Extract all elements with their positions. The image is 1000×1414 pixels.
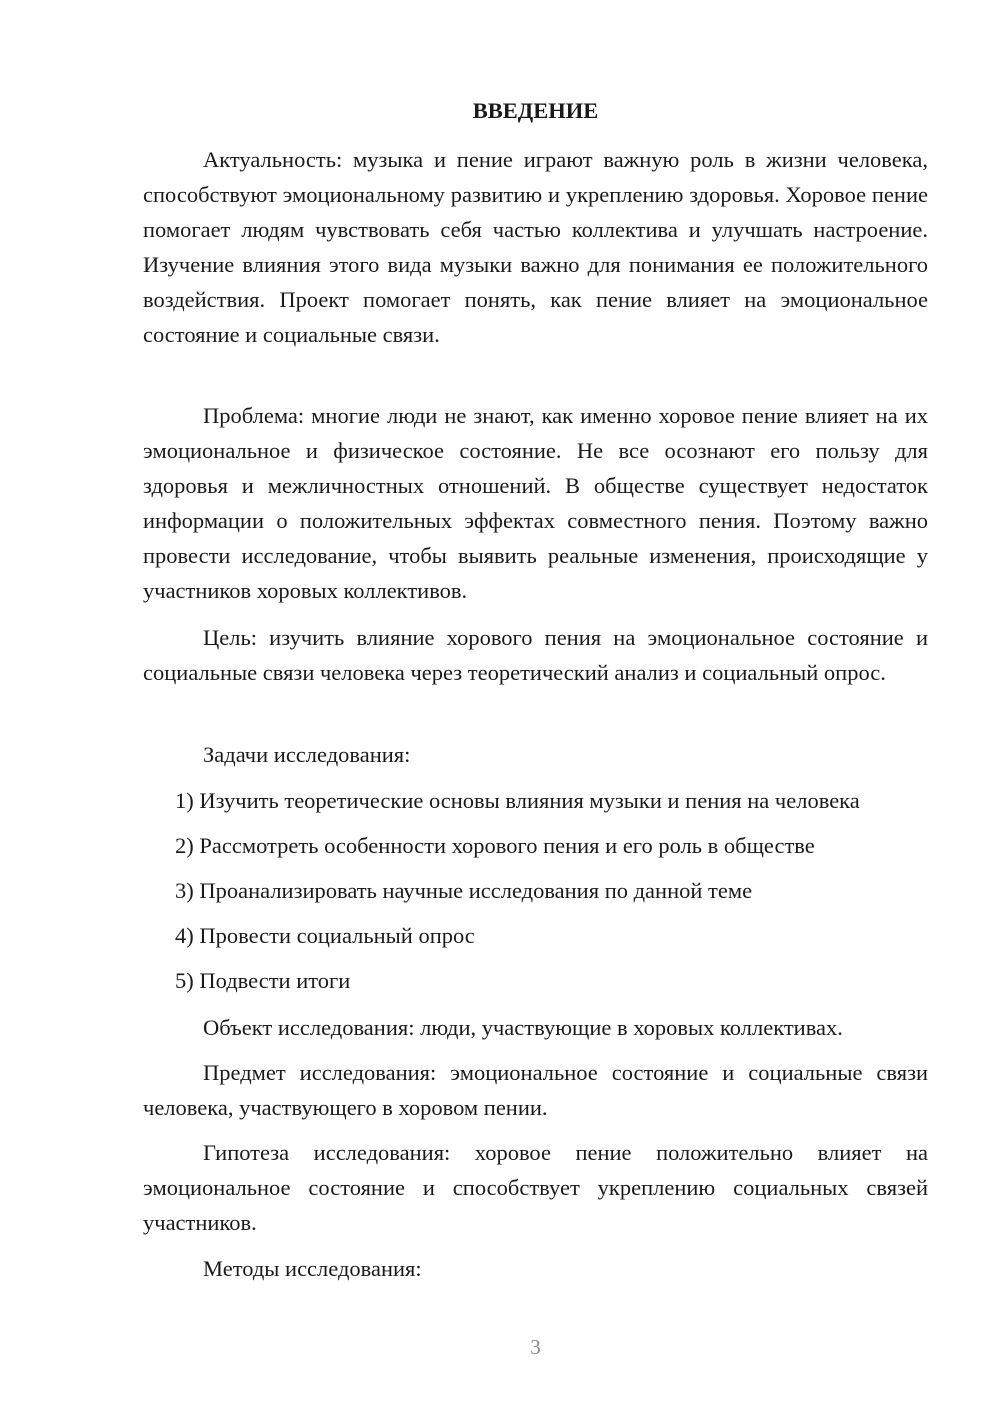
task-item-4: 4) Провести социальный опрос bbox=[175, 923, 475, 948]
task-item-2: 2) Рассмотреть особенности хорового пения и его роль в обществе bbox=[175, 833, 815, 858]
paragraph-goal: Цель: изучить влияние хорового пения на эмоциональное состояние и социальные связи человека через теоретический анализ и социальный опрос. bbox=[143, 625, 928, 685]
paragraph-object: Объект исследования: люди, участвующие в хоровых коллективах. bbox=[203, 1015, 843, 1040]
page-number: 3 bbox=[530, 1335, 541, 1359]
tasks-title: Задачи исследования: bbox=[203, 742, 411, 767]
task-item-1: 1) Изучить теоретические основы влияния музыки и пения на человека bbox=[175, 788, 860, 813]
paragraph-subject: Предмет исследования: эмоциональное состояние и социальные связи человека, участвующего в хоровом пении. bbox=[143, 1060, 928, 1120]
methods-title: Методы исследования: bbox=[203, 1256, 422, 1281]
paragraph-relevance: Актуальность: музыка и пение играют важную роль в жизни человека, способствуют эмоциональному развитию и укреплению здоровья. Хоровое пение помогает людям чувствовать себя частью коллектива и улучшать настроение. Изучение влияния этого вида музыки важно для понимания ее положительного воздействия. Проект помогает понять, как пение влияет на эмоциональное состояние и социальные связи. bbox=[143, 147, 928, 347]
paragraph-problem: Проблема: многие люди не знают, как именно хоровое пение влияет на их эмоциональное и физическое состояние. Не все осознают его пользу для здоровья и межличностных отношений. В обществе существует недостаток информации о положительных эффектах совместного пения. Поэтому важно провести исследование, чтобы выявить реальные изменения, происходящие у участников хоровых коллективов. bbox=[143, 403, 928, 603]
task-item-5: 5) Подвести итоги bbox=[175, 968, 351, 993]
task-item-3: 3) Проанализировать научные исследования по данной теме bbox=[175, 878, 753, 903]
section-heading: ВВЕДЕНИЕ bbox=[472, 98, 599, 123]
paragraph-hypothesis: Гипотеза исследования: хоровое пение положительно влияет на эмоциональное состояние и способствует укреплению социальных связей участников. bbox=[143, 1140, 928, 1235]
